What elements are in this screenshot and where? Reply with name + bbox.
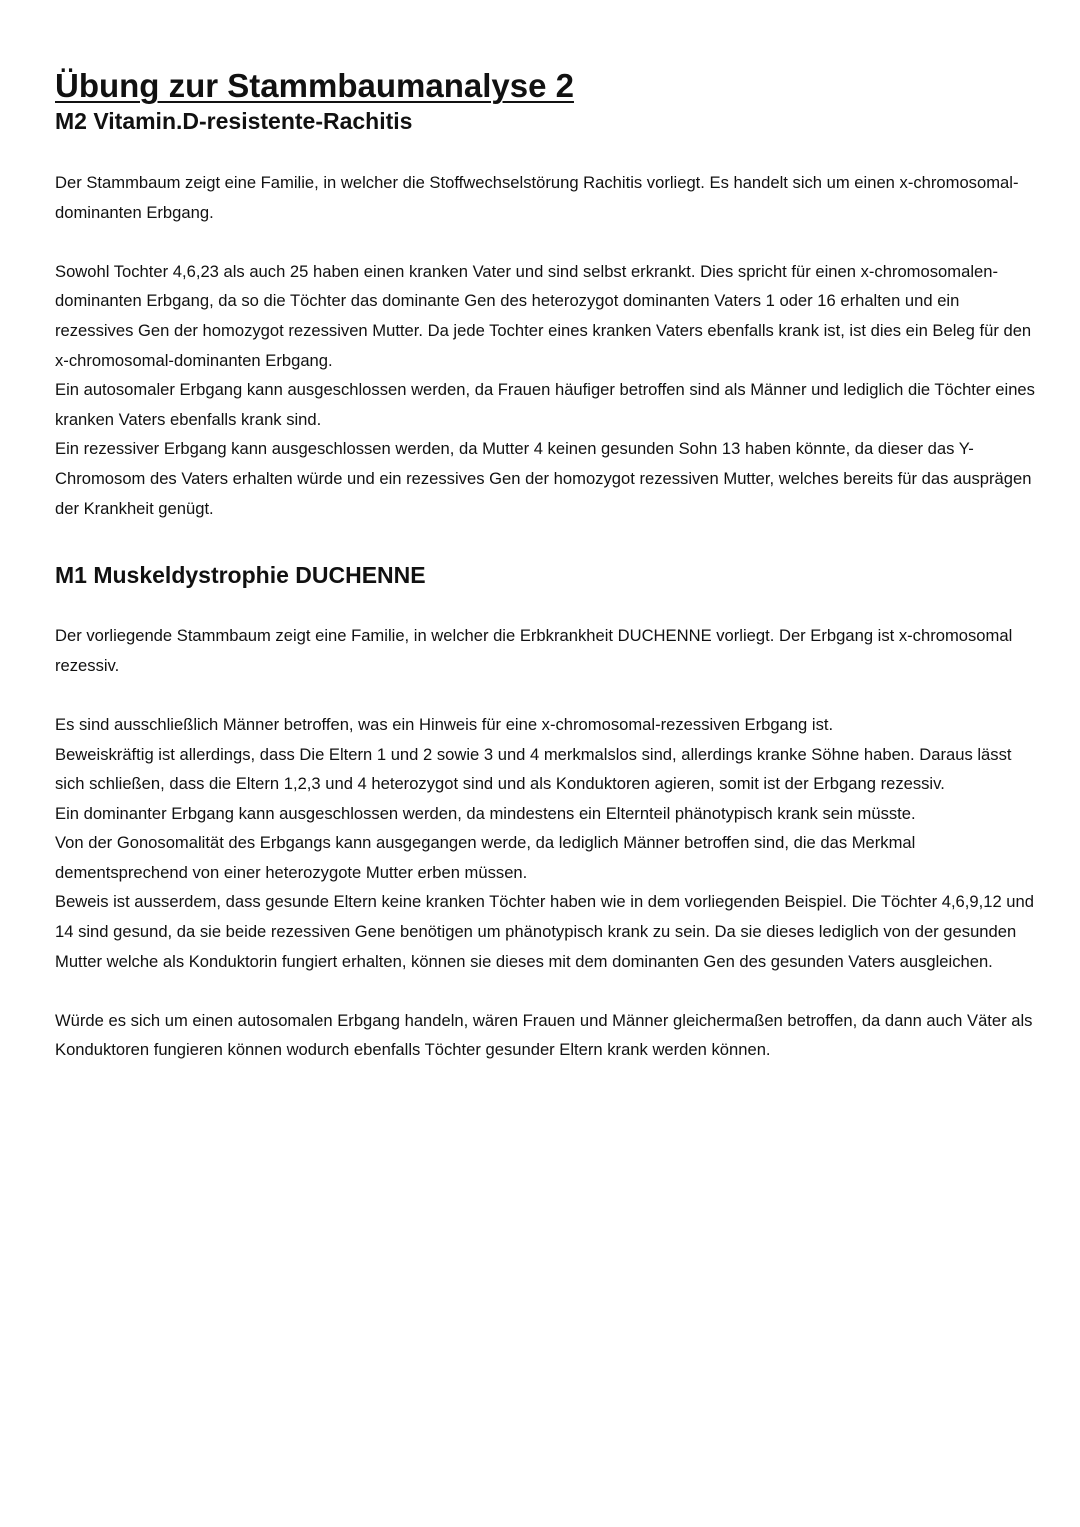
m2-intro-paragraph: Der Stammbaum zeigt eine Familie, in welcher die Stoffwechselstörung Rachitis vorliegt. Es handelt sich um einen x-chromosomal-dominanten Erbgang. [55,173,1019,222]
m1-dominant-exclusion-paragraph: Ein dominanter Erbgang kann ausgeschlossen werden, da mindestens ein Elternteil phänotypisch krank sein müsste. [55,803,916,823]
m2-recessive-exclusion-paragraph: Ein rezessiver Erbgang kann ausgeschlossen werden, da Mutter 4 keinen gesunden Sohn 13 haben könnte, da dieser das Y-Chromosom des Vaters erhalten würde und ein rezessives Gen der homozygot rezessiven Mutter, welches bereits für das ausprägen der Krankheit genügt. [55,439,1032,518]
m1-autosomal-exclusion-paragraph: Würde es sich um einen autosomalen Erbgang handeln, wären Frauen und Männer gleichermaßen betroffen, da dann auch Väter als Konduktoren fungieren können wodurch ebenfalls Töchter gesunder Eltern krank werden können. [55,1010,1033,1060]
document-page [55,66,1040,1065]
section-heading-m2: M2 Vitamin.D-resistente-Rachitis [55,108,413,134]
m1-observation-paragraph: Es sind ausschließlich Männer betroffen, was ein Hinweis für eine x-chromosomal-rezessiven Erbgang ist. [55,714,834,734]
m2-autosomal-exclusion-paragraph: Ein autosomaler Erbgang kann ausgeschlossen werden, da Frauen häufiger betroffen sind als Männer und lediglich die Töchter eines kranken Vaters ebenfalls krank sind. [55,380,1035,429]
m2-evidence-paragraph: Sowohl Tochter 4,6,23 als auch 25 haben einen kranken Vater und sind selbst erkrankt. Dies spricht für einen x-chromosomalen-dominanten Erbgang, da so die Töchter das dominante Gen des heterozygot dominanten Vaters 1 oder 16 erhalten und ein rezessives Gen der homozygot rezessiven Mutter. Da jede Tochter eines kranken Vaters ebenfalls krank ist, ist dies ein Beleg für den x-chromosomal-dominanten Erbgang. [55,261,1032,370]
m1-evidence-paragraph: Beweiskräftig ist allerdings, dass Die Eltern 1 und 2 sowie 3 und 4 merkmalslos sind, allerdings kranke Söhne haben. Daraus lässt sich schließen, dass die Eltern 1,2,3 und 4 heterozygot sind und als Konduktoren agieren, somit ist der Erbgang rezessiv. [55,744,1012,794]
m1-daughters-paragraph: Beweis ist ausserdem, dass gesunde Eltern keine kranken Töchter haben wie in dem vorliegenden Beispiel. Die Töchter 4,6,9,12 und 14 sind gesund, da sie beide rezessiven Gene benötigen um phänotypisch krank zu sein. Da sie dieses lediglich von der gesunden Mutter welche als Konduktorin fungiert erhalten, können sie dieses mit dem dominanten Gen des gesunden Vaters ausgleichen. [55,892,1034,971]
m1-intro-paragraph: Der vorliegende Stammbaum zeigt eine Familie, in welcher die Erbkrankheit DUCHENNE vorliegt. Der Erbgang ist x-chromosomal rezessiv. [55,626,1013,675]
document-title: Übung zur Stammbaumanalyse 2 [55,67,574,104]
section-heading-m1: M1 Muskeldystrophie DUCHENNE [55,562,426,589]
m1-gonosomal-paragraph: Von der Gonosomalität des Erbgangs kann ausgegangen werde, da lediglich Männer betroffen sind, die das Merkmal dementsprechend von einer heterozygote Mutter erben müssen. [55,833,916,882]
